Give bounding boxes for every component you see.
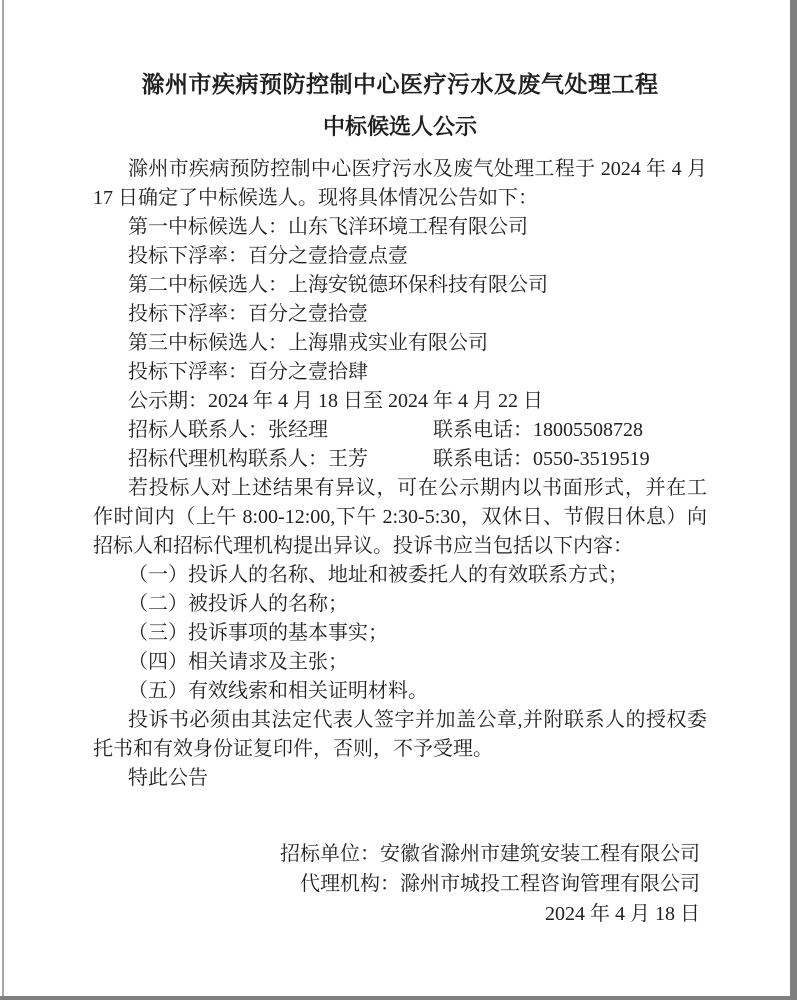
doc-title: 滁州市疾病预防控制中心医疗污水及废气处理工程: [141, 72, 659, 97]
document-content: [93, 70, 707, 929]
contact-person: 招标代理机构联系人：王芳: [128, 448, 368, 470]
intro-paragraph: 滁州市疾病预防控制中心医疗污水及废气处理工程于 2024 年 4 月 17 日确定了中标候选人。现将具体情况公告如下：: [93, 158, 707, 209]
contact-row-tenderer: [93, 416, 707, 445]
result-line-third-candidate: 第三中标候选人：上海鼎戎实业有限公司: [128, 332, 488, 354]
contact-phone: 联系电话：0550-3519519: [433, 448, 650, 470]
complaint-item-3: （三）投诉事项的基本事实；: [128, 622, 388, 644]
objection-paragraph: 若投标人对上述结果有异议，可在公示期内以书面形式，并在工作时间内（上午 8:00-12:00,下午 2:30-5:30，双休日、节假日休息）向招标人和招标代理机构提出异议。投诉书应当包括以下内容：: [93, 477, 707, 557]
result-line-second-candidate: 第二中标候选人：上海安锐德环保科技有限公司: [128, 274, 548, 296]
contact-person: 招标人联系人：张经理: [128, 419, 328, 441]
complaint-item-1: （一）投诉人的名称、地址和被委托人的有效联系方式；: [128, 564, 628, 586]
result-line-first-candidate: 第一中标候选人：山东飞洋环境工程有限公司: [128, 216, 528, 238]
closing-paragraph: 投诉书必须由其法定代表人签字并加盖公章,并附联系人的授权委托书和有效身份证复印件，否则，不予受理。: [93, 709, 707, 760]
footer-date: 2024 年 4 月 18 日: [545, 903, 700, 925]
footer-tenderer: 招标单位：安徽省滁州市建筑安装工程有限公司: [280, 843, 700, 865]
doc-body: [93, 155, 707, 929]
contact-row-agency: [93, 445, 707, 474]
footer-agency: 代理机构：滁州市城投工程咨询管理有限公司: [300, 873, 700, 895]
doc-subtitle: 中标候选人公示: [322, 114, 477, 139]
result-line-second-rate: 投标下浮率：百分之壹拾壹: [128, 303, 368, 325]
result-line-third-rate: 投标下浮率：百分之壹拾肆: [128, 361, 368, 383]
page-bottom-edge: [0, 996, 797, 1000]
complaint-item-5: （五）有效线索和相关证明材料。: [128, 680, 428, 702]
complaint-item-2: （二）被投诉人的名称；: [128, 593, 348, 615]
page-left-edge: [2, 0, 4, 1000]
page-right-edge: [790, 0, 797, 1000]
complaint-item-4: （四）相关请求及主张；: [128, 651, 348, 673]
result-line-first-rate: 投标下浮率：百分之壹拾壹点壹: [128, 245, 408, 267]
result-line-publicity-period: 公示期：2024 年 4 月 18 日至 2024 年 4 月 22 日: [128, 390, 543, 412]
closing-note: 特此公告: [128, 767, 208, 789]
doc-footer: [93, 839, 707, 929]
contact-phone: 联系电话：18005508728: [433, 419, 643, 441]
